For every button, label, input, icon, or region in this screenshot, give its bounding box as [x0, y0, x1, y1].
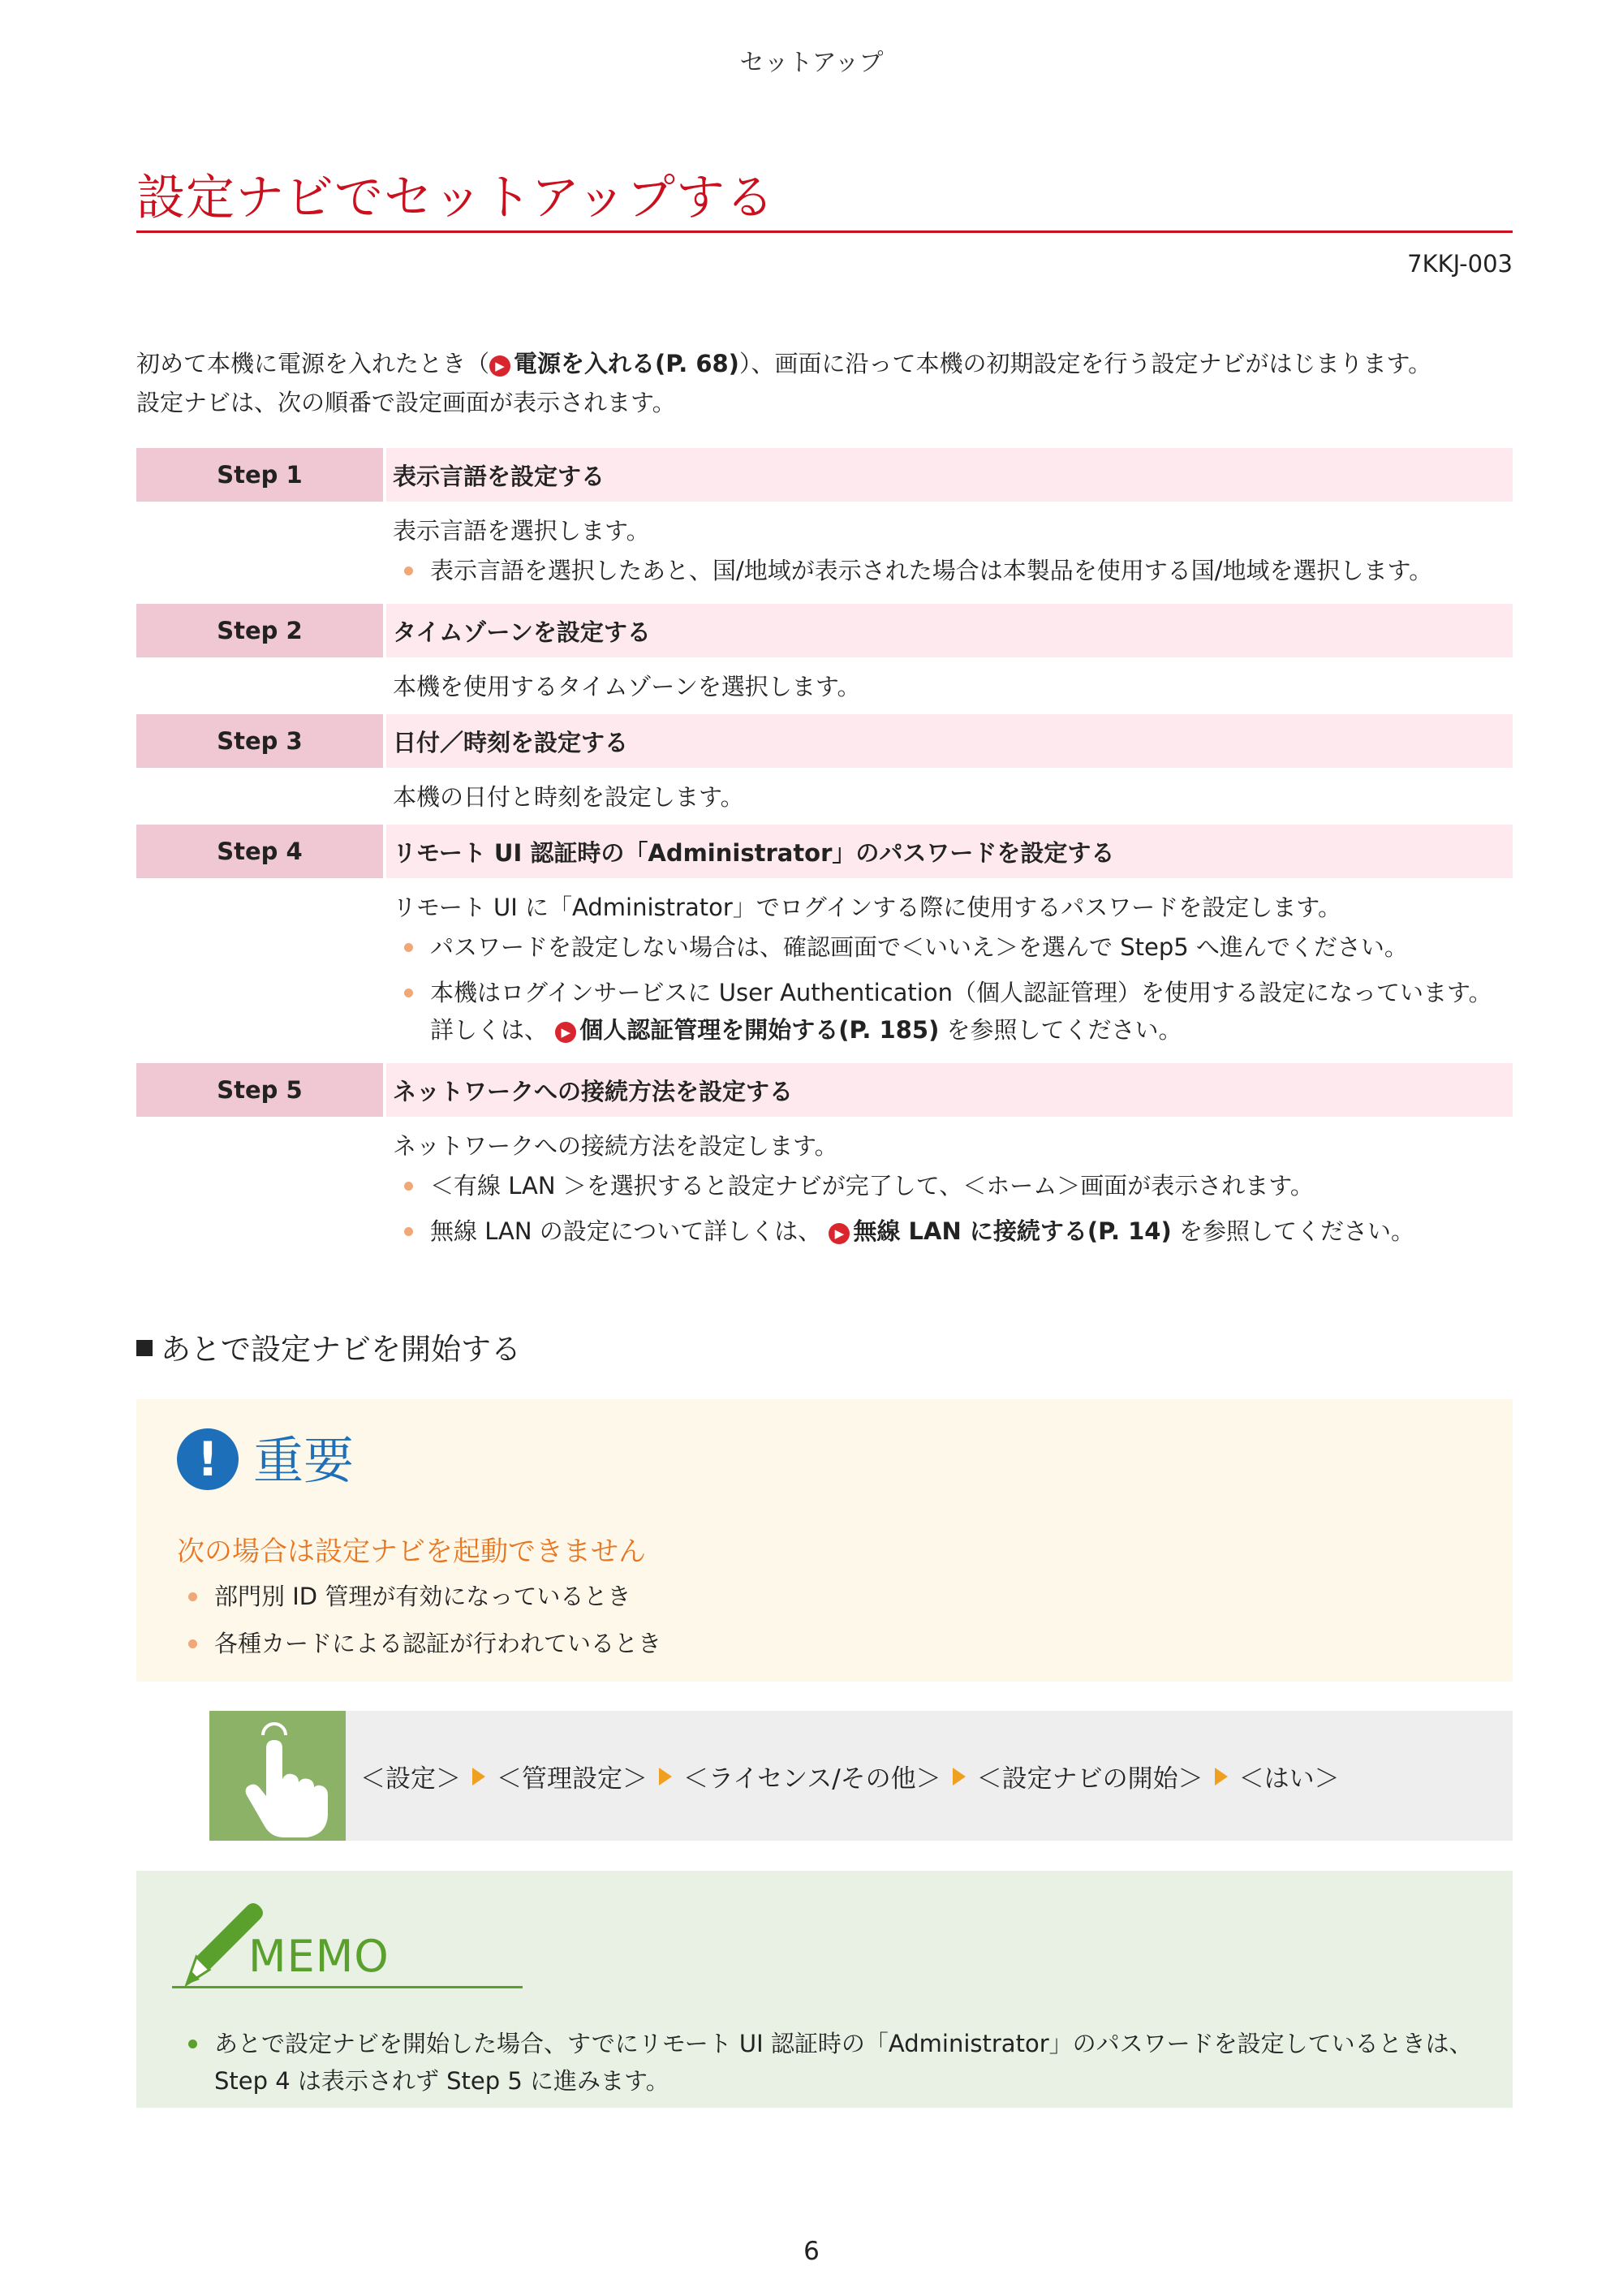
step-title: ネットワークへの接続方法を設定する: [386, 1063, 1513, 1117]
step-description: 表示言語を選択します。: [393, 517, 650, 545]
step-header: [136, 714, 1513, 768]
step-title: タイムゾーンを設定する: [386, 604, 1513, 657]
triangle-right-icon: [953, 1768, 966, 1786]
triangle-right-icon: [1215, 1768, 1228, 1786]
step-label: Step 2: [136, 604, 383, 657]
step-header: [136, 448, 1513, 502]
running-header: セットアップ: [739, 49, 884, 77]
navigation-path-box: [209, 1711, 1513, 1841]
step-description: 本機の日付と時刻を設定します。: [393, 783, 744, 811]
step-header: [136, 604, 1513, 657]
menu-path-step: ＜ライセンス/その他＞: [683, 1764, 941, 1794]
square-bullet-icon: [136, 1340, 153, 1356]
step-body: [393, 502, 1513, 604]
step-note-text: 無線 LAN の設定について詳しくは、: [430, 1217, 822, 1245]
step-note: 表示言語を選択したあと、国/地域が表示された場合は本製品を使用する国/地域を選択します。: [393, 552, 1513, 589]
step-description: リモート UI に「Administrator」でログインする際に使用するパスワードを設定します。: [393, 894, 1341, 921]
intro-line2: 設定ナビは、次の順番で設定画面が表示されます。: [136, 389, 676, 416]
important-box: [136, 1399, 1513, 1682]
step-note: [393, 1213, 1513, 1250]
menu-path-step: ＜設定ナビの開始＞: [976, 1764, 1203, 1794]
link-arrow-icon: ▶: [555, 1022, 576, 1043]
step-header: [136, 825, 1513, 878]
step-note-text-after: を参照してください。: [946, 1016, 1182, 1044]
memo-item: あとで設定ナビを開始した場合、すでにリモート UI 認証時の「Administrator」のパスワードを設定しているときは、Step 4 は表示されず Step 5 に進みます。: [177, 2025, 1475, 2100]
important-subtitle: 次の場合は設定ナビを起動できません: [177, 1536, 646, 1568]
triangle-right-icon: [659, 1768, 672, 1786]
important-title: 重要: [253, 1431, 355, 1490]
link-arrow-icon: ▶: [829, 1223, 850, 1244]
step-note-text-after: を参照してください。: [1178, 1217, 1414, 1245]
menu-path-step: ＜設定＞: [360, 1764, 461, 1794]
page-number: 6: [803, 2237, 820, 2266]
intro-text-after: ）、画面に沿って本機の初期設定を行う設定ナビがはじまります。: [738, 350, 1432, 377]
memo-content: [177, 2025, 1475, 2108]
step-note-text: 本機はログインサービスに User Authentication（個人認証管理）を使用する設定になっています。詳しくは、: [430, 979, 1492, 1044]
step-body: [393, 1117, 1513, 1264]
step-description: ネットワークへの接続方法を設定します。: [393, 1132, 838, 1160]
setup-steps: [136, 448, 1513, 1264]
step-label: Step 5: [136, 1063, 383, 1117]
link-arrow-icon: ▶: [489, 355, 510, 377]
menu-path-step: ＜管理設定＞: [497, 1764, 648, 1794]
user-auth-link[interactable]: 個人認証管理を開始する(P. 185): [579, 1016, 940, 1044]
intro-text: 初めて本機に電源を入れたとき（: [136, 350, 490, 377]
exclamation-icon: !: [177, 1428, 239, 1490]
section-heading: [136, 1325, 521, 1368]
step-title: リモート UI 認証時の「Administrator」のパスワードを設定する: [386, 825, 1513, 878]
step-label: Step 4: [136, 825, 383, 878]
step-title: 日付／時刻を設定する: [386, 714, 1513, 768]
step-body: [393, 878, 1513, 1063]
step-title: 表示言語を設定する: [386, 448, 1513, 502]
step-note: パスワードを設定しない場合は、確認画面で＜いいえ＞を選んで Step5 へ進んでください。: [393, 928, 1513, 966]
step-body: [393, 768, 1513, 825]
hand-pointer-icon: [209, 1711, 346, 1841]
memo-label: MEMO: [248, 1931, 390, 1982]
wireless-lan-link[interactable]: 無線 LAN に接続する(P. 14): [853, 1217, 1172, 1245]
step-description: 本機を使用するタイムゾーンを選択します。: [393, 673, 861, 700]
step-label: Step 1: [136, 448, 383, 502]
step-header: [136, 1063, 1513, 1117]
menu-path: [360, 1758, 1340, 1794]
power-on-link[interactable]: 電源を入れる(P. 68): [514, 350, 739, 377]
memo-divider: [172, 1986, 523, 1988]
important-item: 各種カードによる認証が行われているとき: [177, 1625, 1475, 1662]
menu-path-step: ＜はい＞: [1238, 1764, 1340, 1794]
step-note: ＜有線 LAN ＞を選択すると設定ナビが完了して、＜ホーム＞画面が表示されます。: [393, 1167, 1513, 1204]
important-item: 部門別 ID 管理が有効になっているとき: [177, 1578, 1475, 1615]
document-id: 7KKJ-003: [1407, 250, 1513, 278]
memo-box: [136, 1871, 1513, 2108]
section-heading-text: あとで設定ナビを開始する: [161, 1332, 521, 1367]
intro-paragraph: [136, 344, 1516, 422]
triangle-right-icon: [472, 1768, 485, 1786]
important-list: [177, 1578, 1475, 1672]
step-note: [393, 974, 1513, 1049]
page-title: 設定ナビでセットアップする: [136, 170, 775, 226]
step-label: Step 3: [136, 714, 383, 768]
title-divider: [136, 230, 1513, 233]
step-body: [393, 657, 1513, 714]
